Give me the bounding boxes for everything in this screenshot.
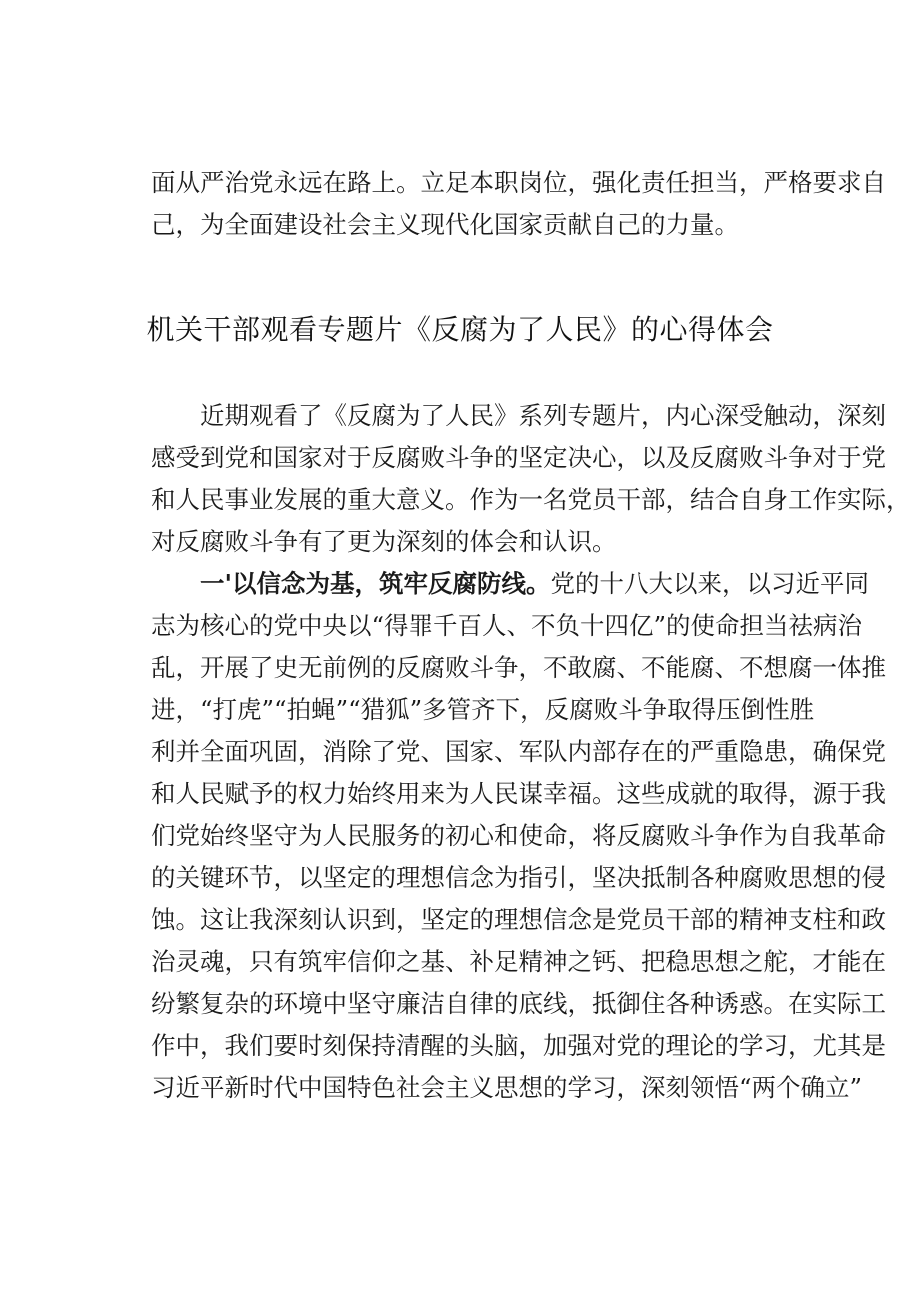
section-heading: 一'以信念为基，筑牢反腐防线。 (200, 569, 551, 598)
intro-line-1: 面从严治党永远在路上。立足本职岗位，强化责任担当，严格要求自 (151, 168, 886, 197)
para2-line-1-text: 党的十八大以来，以习近平同 (550, 569, 869, 598)
para2-line-4: 进，“打虎”“拍蝇”“猎狐”多管齐下，反腐败斗争取得压倒性胜 (151, 695, 815, 724)
para2-line-7: 们党始终坚守为人民服务的初心和使命，将反腐败斗争作为自我革命 (151, 821, 886, 850)
para1-line-4: 对反腐败斗争有了更为深刻的体会和认识。 (151, 527, 617, 556)
document-title: 机关干部观看专题片《反腐为了人民》的心得体会 (146, 313, 774, 346)
para2-line-13: 习近平新时代中国特色社会主义思想的学习，深刻领悟“两个确立” (151, 1073, 863, 1102)
para1-line-2: 感受到党和国家对于反腐败斗争的坚定决心，以及反腐败斗争对于党 (151, 443, 886, 472)
para2-line-2: 志为核心的党中央以“得罪千百人、不负十四亿”的使命担当祛病治 (151, 611, 863, 640)
para2-line-1 (200, 564, 869, 604)
para2-line-10: 治灵魂，只有筑牢信仰之基、补足精神之钙、把稳思想之舵，才能在 (151, 947, 886, 976)
para2-line-8: 的关键环节，以坚定的理想信念为指引，坚决抵制各种腐败思想的侵 (151, 863, 886, 892)
para2-line-3: 乱，开展了史无前例的反腐败斗争，不敢腐、不能腐、不想腐一体推 (151, 653, 886, 682)
para2-line-5: 利并全面巩固，消除了党、国家、军队内部存在的严重隐患，确保党 (151, 737, 886, 766)
para2-line-12: 作中，我们要时刻保持清醒的头脑，加强对党的理论的学习，尤其是 (151, 1031, 886, 1060)
para2-line-6: 和人民赋予的权力始终用来为人民谋幸福。这些成就的取得，源于我 (151, 779, 886, 808)
intro-line-2: 己，为全面建设社会主义现代化国家贡献自己的力量。 (151, 210, 739, 239)
para1-line-3: 和人民事业发展的重大意义。作为一名党员干部，结合自身工作实际， (151, 485, 911, 514)
para1-line-1: 近期观看了《反腐为了人民》系列专题片，内心深受触动，深刻 (200, 401, 886, 430)
para2-line-9: 蚀。这让我深刻认识到，坚定的理想信念是党员干部的精神支柱和政 (151, 905, 886, 934)
para2-line-11: 纷繁复杂的环境中坚守廉洁自律的底线，抵御住各种诱惑。在实际工 (151, 989, 886, 1018)
